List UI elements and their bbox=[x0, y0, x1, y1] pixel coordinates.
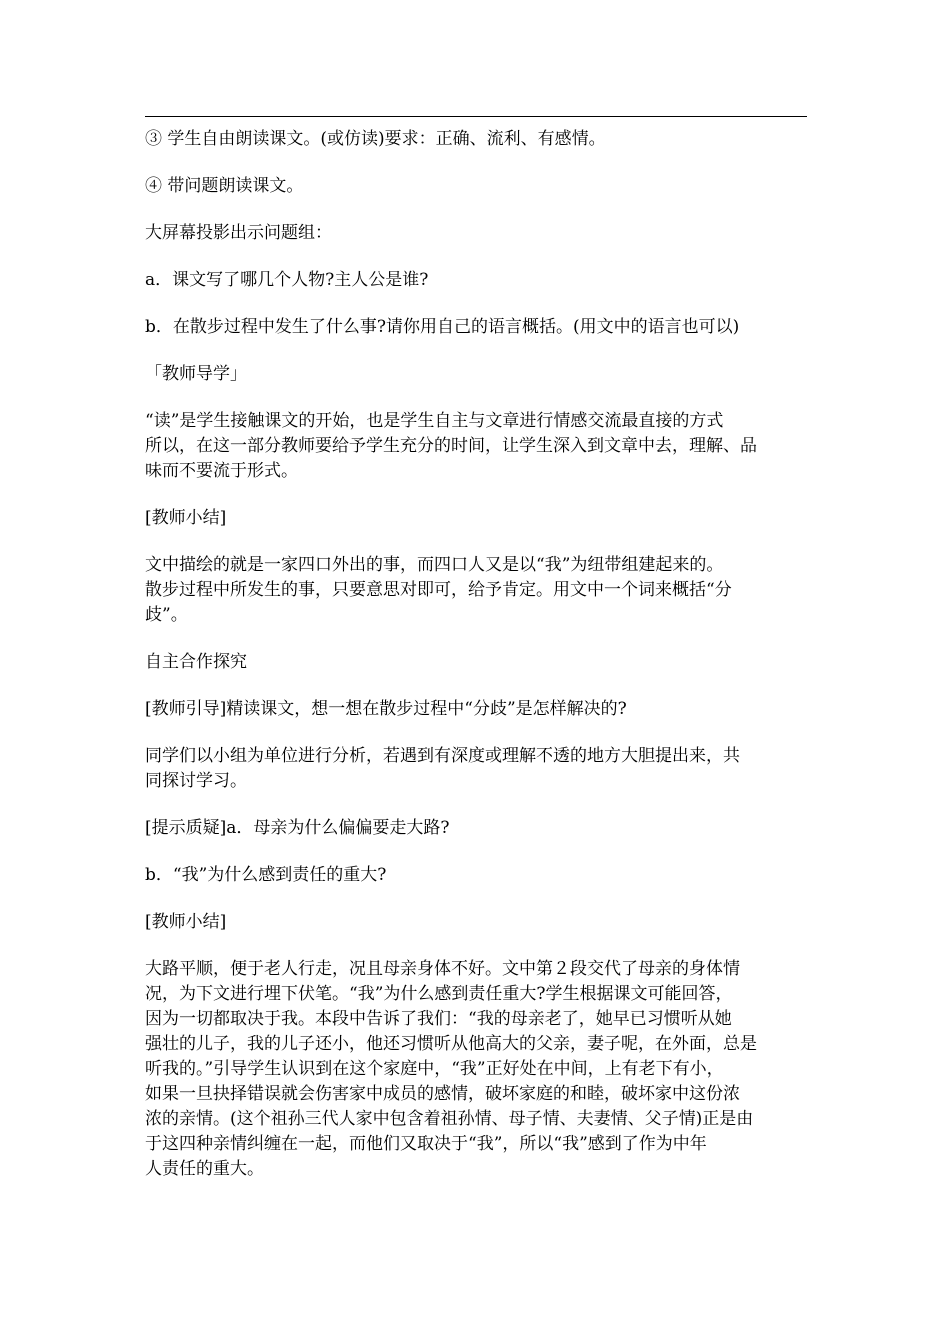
text-line: ④ 带问题朗读课文。 bbox=[145, 176, 304, 196]
text-line: 所以，在这一部分教师要给予学生充分的时间，让学生深入到文章中去，理解、品 bbox=[145, 436, 757, 456]
text-line: 人责任的重大。 bbox=[145, 1159, 264, 1179]
text-line: 况，为下文进行埋下伏笔。“我”为什么感到责任重大?学生根据课文可能回答， bbox=[145, 984, 733, 1004]
text-line: ③ 学生自由朗读课文。(或仿读)要求：正确、流利、有感情。 bbox=[145, 129, 606, 149]
text-line: 浓的亲情。(这个祖孙三代人家中包含着祖孙情、母子情、夫妻情、父子情)正是由 bbox=[145, 1109, 754, 1129]
text-line: “读”是学生接触课文的开始，也是学生自主与文章进行情感交流最直接的方式 bbox=[145, 411, 724, 431]
text-line: [提示质疑]a．母亲为什么偏偏要走大路? bbox=[145, 818, 450, 838]
text-line: 同学们以小组为单位进行分析，若遇到有深度或理解不透的地方大胆提出来，共 bbox=[145, 746, 740, 766]
paragraph-hint-question-b bbox=[145, 863, 807, 888]
paragraph-hint-question-a bbox=[145, 816, 807, 841]
paragraph-heading-teacher-summary-2 bbox=[145, 910, 807, 935]
text-line: 如果一旦抉择错误就会伤害家中成员的感情，破坏家庭的和睦，破坏家中这份浓 bbox=[145, 1084, 740, 1104]
paragraph-heading-self-study bbox=[145, 650, 807, 675]
text-line: 「教师导学」 bbox=[145, 364, 247, 384]
text-line: 自主合作探究 bbox=[145, 652, 247, 672]
paragraph-question-a bbox=[145, 268, 807, 293]
text-line: [教师小结] bbox=[145, 912, 227, 932]
paragraph-teacher-guide-body bbox=[145, 409, 807, 484]
text-line: 文中描绘的就是一家四口外出的事，而四口人又是以“我”为纽带组建起来的。 bbox=[145, 555, 724, 575]
paragraph-teacher-summary-2-body bbox=[145, 957, 807, 1182]
paragraph-screen-projection bbox=[145, 221, 807, 246]
text-line: 同探讨学习。 bbox=[145, 771, 247, 791]
paragraph-heading-teacher-summary-1 bbox=[145, 506, 807, 531]
text-line: 强壮的儿子，我的儿子还小，他还习惯听从他高大的父亲，妻子呢，在外面，总是 bbox=[145, 1034, 757, 1054]
text-line: 歧”。 bbox=[145, 605, 188, 625]
text-line: 听我的。”引导学生认识到在这个家庭中，“我”正好处在中间，上有老下有小， bbox=[145, 1059, 724, 1079]
text-line: 大屏幕投影出示问题组： bbox=[145, 223, 332, 243]
paragraph-heading-teacher-guide bbox=[145, 362, 807, 387]
text-line: [教师小结] bbox=[145, 508, 227, 528]
paragraph-teacher-summary-1-body bbox=[145, 553, 807, 628]
text-line: 味而不要流于形式。 bbox=[145, 461, 298, 481]
text-line: [教师引导]精读课文，想一想在散步过程中“分歧”是怎样解决的? bbox=[145, 699, 627, 719]
paragraph-group-analysis bbox=[145, 744, 807, 794]
paragraph-teacher-lead bbox=[145, 697, 807, 722]
text-line: a．课文写了哪几个人物?主人公是谁? bbox=[145, 270, 429, 290]
text-line: 于这四种亲情纠缠在一起，而他们又取决于“我”，所以“我”感到了作为中年 bbox=[145, 1134, 707, 1154]
text-line: b．“我”为什么感到责任的重大? bbox=[145, 865, 387, 885]
text-line: b．在散步过程中发生了什么事?请你用自己的语言概括。(用文中的语言也可以) bbox=[145, 317, 740, 337]
paragraph-read-freely bbox=[145, 127, 807, 152]
text-line: 因为一切都取决于我。本段中告诉了我们：“我的母亲老了，她早已习惯听从她 bbox=[145, 1009, 732, 1029]
text-line: 散步过程中所发生的事，只要意思对即可，给予肯定。用文中一个词来概括“分 bbox=[145, 580, 732, 600]
text-line: 大路平顺，便于老人行走，况且母亲身体不好。文中第２段交代了母亲的身体情 bbox=[145, 959, 740, 979]
header-rule bbox=[145, 116, 807, 117]
paragraph-read-with-questions bbox=[145, 174, 807, 199]
paragraph-question-b bbox=[145, 315, 807, 340]
document-body bbox=[145, 127, 807, 1204]
